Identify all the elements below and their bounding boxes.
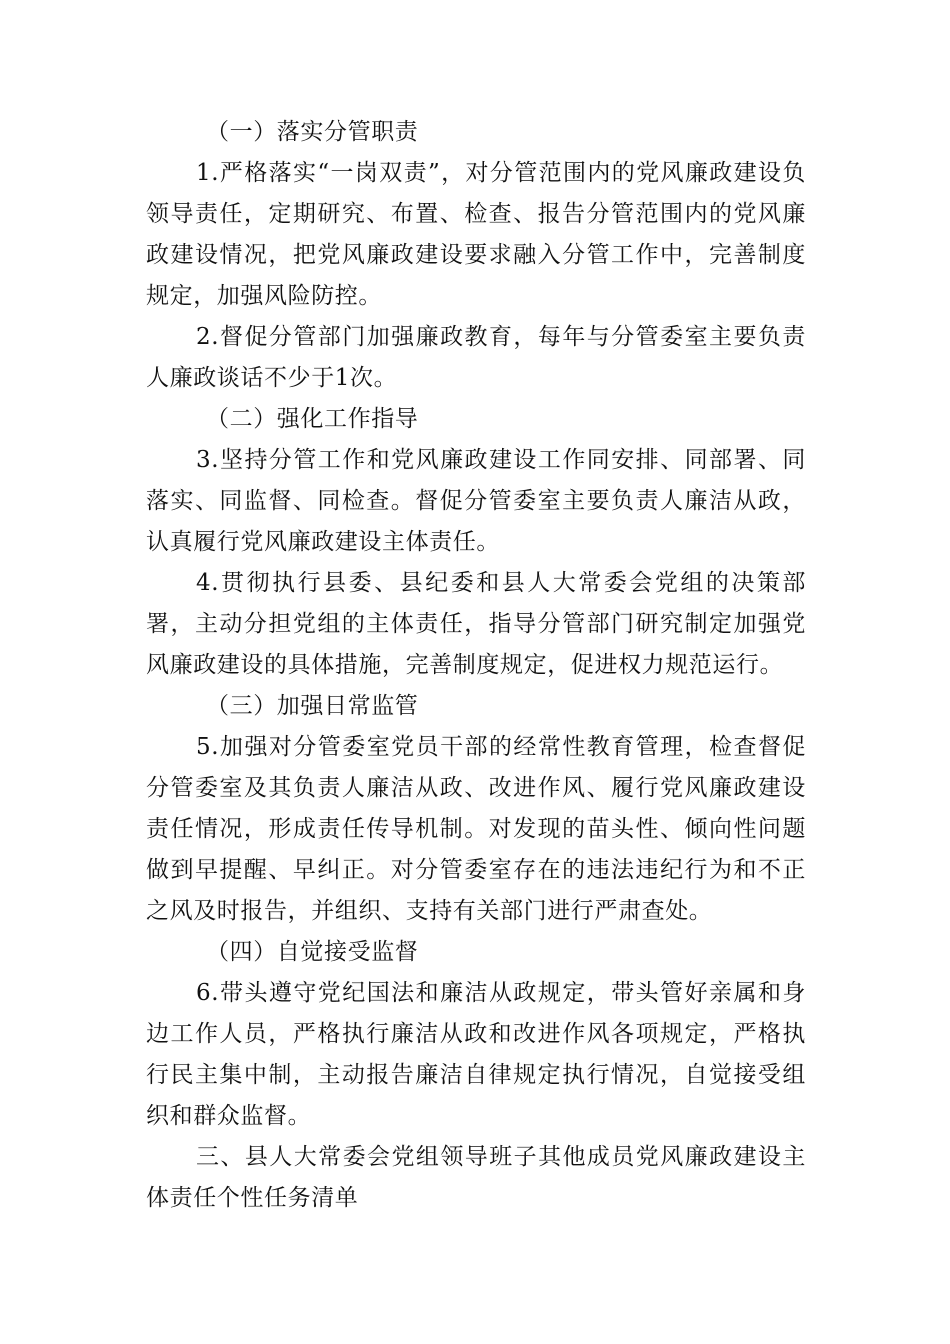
paragraph-1: 1.严格落实“一岗双责”，对分管范围内的党风廉政建设负领导责任，定期研究、布置、检查、报告分管范围内的党风廉政建设情况，把党风廉政建设要求融入分管工作中，完善制度规定，加强风险防控。 xyxy=(146,160,806,309)
paragraph-6: 6.带头遵守党纪国法和廉洁从政规定，带头管好亲属和身边工作人员，严格执行廉洁从政和改进作风各项规定，严格执行民主集中制，主动报告廉洁自律规定执行情况，自觉接受组织和群众监督。 xyxy=(146,980,806,1129)
paragraph-2: 2.督促分管部门加强廉政教育，每年与分管委室主要负责人廉政谈话不少于1次。 xyxy=(146,324,806,391)
paragraph-7: 三、县人大常委会党组领导班子其他成员党风廉政建设主体责任个性任务清单 xyxy=(146,1144,806,1211)
section-heading-4: （四）自觉接受监督 xyxy=(206,939,419,965)
paragraph-5: 5.加强对分管委室党员干部的经常性教育管理，检查督促分管委室及其负责人廉洁从政、改进作风、履行党风廉政建设责任情况，形成责任传导机制。对发现的苗头性、倾向性问题做到早提醒、早纠正。对分管委室存在的违法违纪行为和不正之风及时报告，并组织、支持有关部门进行严肃查处。 xyxy=(146,734,806,924)
paragraph-3: 3.坚持分管工作和党风廉政建设工作同安排、同部署、同落实、同监督、同检查。督促分管委室主要负责人廉洁从政，认真履行党风廉政建设主体责任。 xyxy=(146,447,806,555)
section-heading-1: （一）落实分管职责 xyxy=(206,119,419,145)
paragraph-4: 4.贯彻执行县委、县纪委和县人大常委会党组的决策部署，主动分担党组的主体责任，指导分管部门研究制定加强党风廉政建设的具体措施，完善制度规定，促进权力规范运行。 xyxy=(146,570,806,678)
section-heading-2: （二）强化工作指导 xyxy=(206,406,419,432)
section-heading-3: （三）加强日常监管 xyxy=(206,693,419,719)
document-body xyxy=(146,112,806,1219)
